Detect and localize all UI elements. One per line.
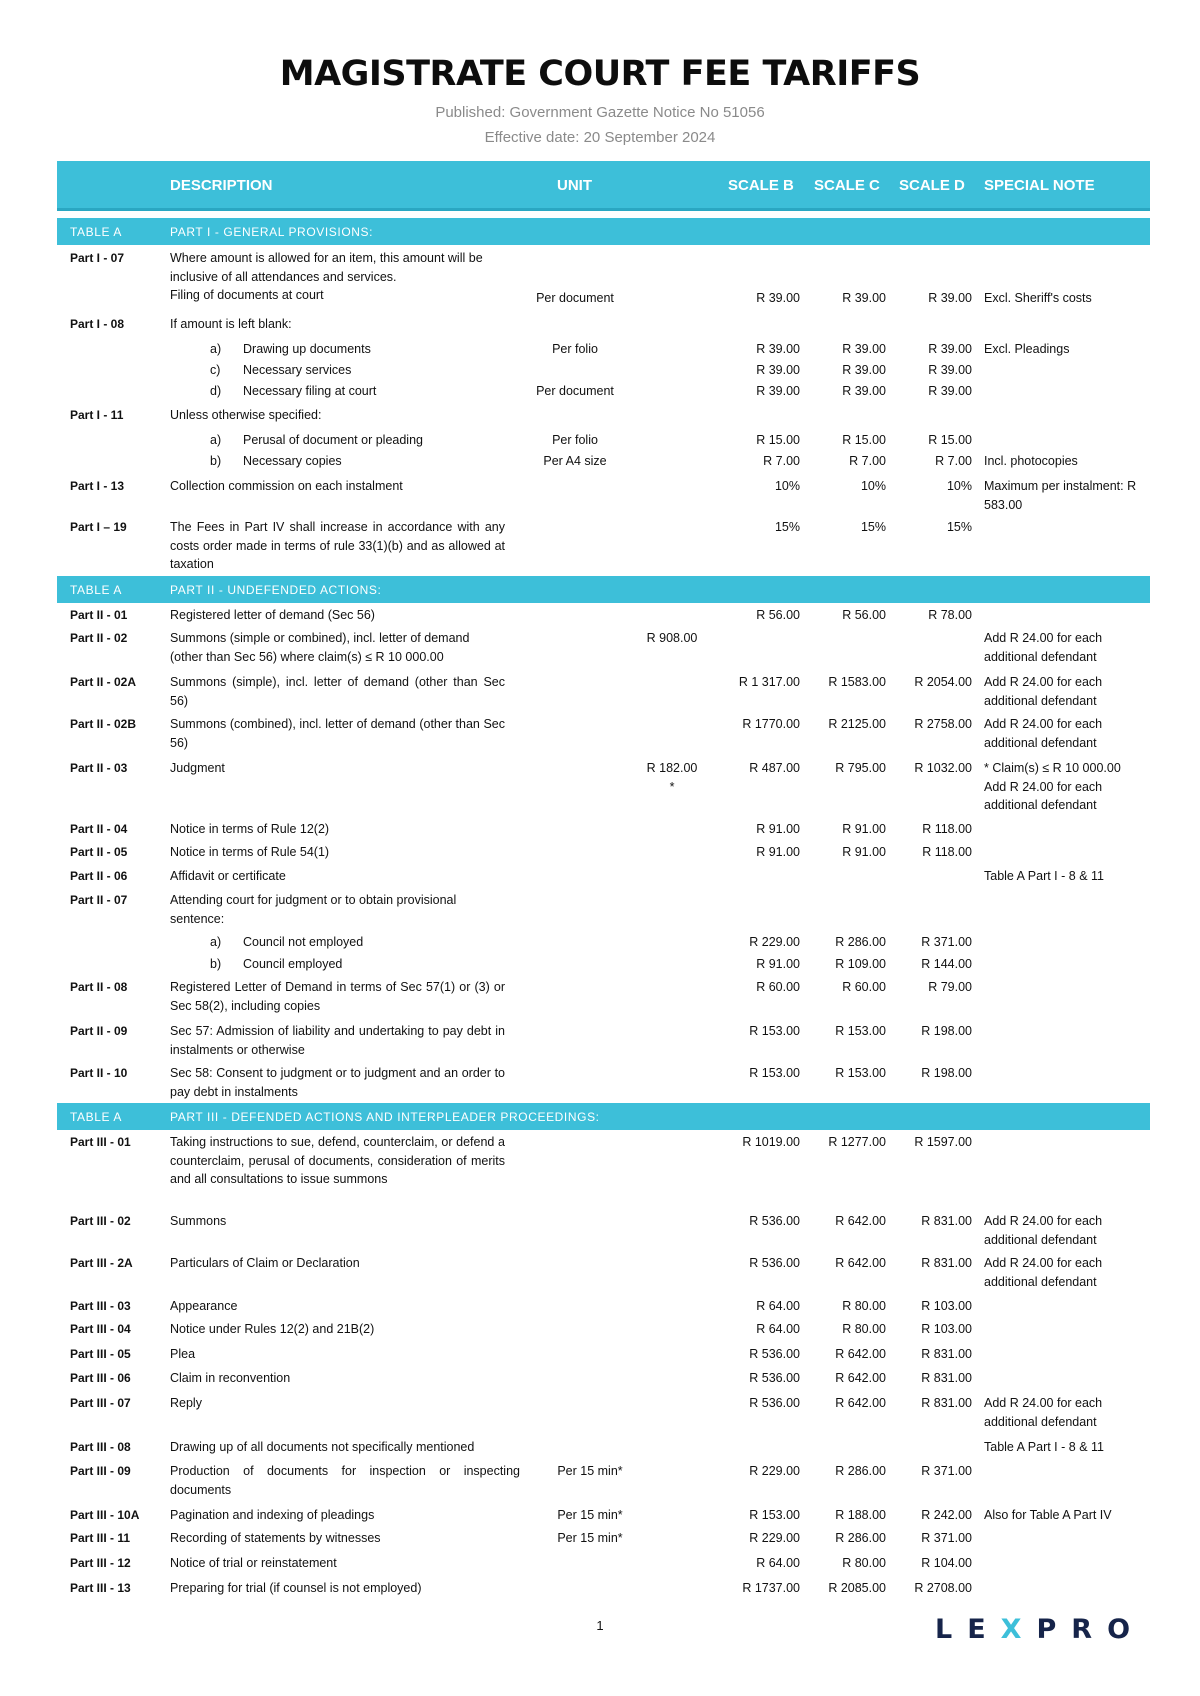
row-amount-value: R 182.00 bbox=[646, 761, 698, 775]
row-scale-c: 15% bbox=[860, 520, 886, 534]
row-scale-d: R 104.00 bbox=[921, 1556, 972, 1570]
row-scale-b: R 229.00 bbox=[749, 935, 800, 949]
row-description-text: Where amount is allowed for an item, this amount will be inclusive of all attendances and services. bbox=[170, 251, 483, 284]
row-code: Part II - 02A bbox=[70, 675, 137, 689]
row-unit: Per folio bbox=[552, 433, 598, 447]
row-scale-b: R 1737.00 bbox=[742, 1581, 800, 1595]
row-code: Part III - 10A bbox=[70, 1508, 140, 1522]
row-letter: c) bbox=[210, 363, 221, 377]
row-scale-b: R 536.00 bbox=[749, 1347, 800, 1361]
row-code: Part III - 05 bbox=[70, 1347, 131, 1361]
row-letter: a) bbox=[210, 935, 222, 949]
row-scale-b: R 1019.00 bbox=[742, 1135, 800, 1149]
row-scale-d: R 39.00 bbox=[928, 384, 972, 398]
row-letter: d) bbox=[210, 384, 222, 398]
row-description: Unless otherwise specified: bbox=[170, 408, 322, 422]
row-description bbox=[210, 340, 500, 359]
header-unit: UNIT bbox=[557, 177, 592, 194]
row-scale-c: R 39.00 bbox=[842, 342, 886, 356]
row-scale-b: R 64.00 bbox=[756, 1556, 800, 1570]
row-unit: Per document bbox=[536, 384, 614, 398]
row-scale-b: R 1 317.00 bbox=[738, 675, 800, 689]
row-scale-d: R 1597.00 bbox=[914, 1135, 972, 1149]
row-scale-d: R 79.00 bbox=[928, 980, 972, 994]
row-description-text: Perusal of document or pleading bbox=[243, 433, 423, 447]
row-description: Registered letter of demand (Sec 56) bbox=[170, 608, 375, 622]
row-scale-b: 10% bbox=[774, 479, 800, 493]
row-code: Part III - 07 bbox=[70, 1396, 131, 1410]
row-scale-c: R 15.00 bbox=[842, 433, 886, 447]
row-scale-c: R 642.00 bbox=[835, 1371, 886, 1385]
row-code: Part III - 01 bbox=[70, 1135, 131, 1149]
row-code: Part I - 07 bbox=[70, 251, 125, 265]
row-description: Summons (combined), incl. letter of demand (other than Sec 56) bbox=[170, 717, 505, 750]
row-note: Incl. photocopies bbox=[984, 454, 1078, 468]
document-title: MAGISTRATE COURT FEE TARIFFS bbox=[279, 54, 921, 94]
row-scale-c: R 39.00 bbox=[842, 291, 886, 305]
row-code: Part III - 06 bbox=[70, 1371, 131, 1385]
row-description: Sec 58: Consent to judgment or to judgment and an order to pay debt in instalments bbox=[170, 1066, 505, 1099]
row-unit: Per 15 min* bbox=[557, 1508, 623, 1522]
row-description: Recording of statements by witnesses bbox=[170, 1531, 381, 1545]
row-scale-d: R 831.00 bbox=[921, 1347, 972, 1361]
row-description: Registered Letter of Demand in terms of Sec 57(1) or (3) or Sec 58(2), including copies bbox=[170, 980, 505, 1013]
row-scale-b: R 153.00 bbox=[749, 1066, 800, 1080]
row-scale-b: R 39.00 bbox=[756, 342, 800, 356]
row-scale-d: R 118.00 bbox=[922, 845, 972, 859]
row-scale-c: R 642.00 bbox=[835, 1256, 886, 1270]
row-scale-c: R 7.00 bbox=[849, 454, 886, 468]
row-note: Add R 24.00 for each additional defendant bbox=[984, 717, 1103, 750]
row-description: Preparing for trial (if counsel is not employed) bbox=[170, 1581, 422, 1595]
row-scale-c: R 286.00 bbox=[835, 1531, 886, 1545]
effective-date: Effective date: 20 September 2024 bbox=[484, 129, 716, 146]
row-description: Summons (simple), incl. letter of demand (other than Sec 56) bbox=[170, 675, 505, 708]
row-description: Summons (simple or combined), incl. letter of demand (other than Sec 56) where claim(s) ≤ R 10 000.00 bbox=[170, 631, 470, 664]
row-note: Maximum per instalment: R 583.00 bbox=[984, 479, 1137, 512]
row-scale-d: 15% bbox=[946, 520, 972, 534]
header-special-note: SPECIAL NOTE bbox=[984, 177, 1095, 194]
row-scale-b: R 1770.00 bbox=[742, 717, 800, 731]
logo-text-end: PRO bbox=[1036, 1614, 1146, 1645]
row-description-text: Necessary copies bbox=[243, 454, 342, 468]
logo-text-start: LE bbox=[935, 1614, 1001, 1645]
row-scale-b: R 64.00 bbox=[756, 1299, 800, 1313]
row-description: Reply bbox=[170, 1396, 202, 1410]
row-scale-b: R 536.00 bbox=[749, 1256, 800, 1270]
row-description-text: Council employed bbox=[243, 957, 343, 971]
row-unit: Per 15 min* bbox=[557, 1464, 623, 1478]
row-description bbox=[170, 249, 505, 305]
row-scale-c: R 1277.00 bbox=[828, 1135, 886, 1149]
row-scale-d: R 2758.00 bbox=[914, 717, 972, 731]
row-scale-d: R 39.00 bbox=[928, 291, 972, 305]
row-scale-b: R 536.00 bbox=[749, 1371, 800, 1385]
row-code: Part III - 03 bbox=[70, 1299, 131, 1313]
row-scale-d: 10% bbox=[946, 479, 972, 493]
row-scale-d: R 831.00 bbox=[921, 1396, 972, 1410]
row-description: Particulars of Claim or Declaration bbox=[170, 1256, 360, 1270]
row-code: Part II - 03 bbox=[70, 761, 128, 775]
row-note: Add R 24.00 for each additional defendant bbox=[984, 1396, 1103, 1429]
row-description: Summons bbox=[170, 1214, 227, 1228]
row-description bbox=[210, 431, 500, 450]
row-unit: Per document bbox=[536, 291, 614, 305]
row-code: Part I – 19 bbox=[70, 520, 127, 534]
section-table-label: TABLE A bbox=[70, 583, 123, 597]
row-description bbox=[210, 933, 500, 952]
row-description bbox=[210, 955, 500, 974]
row-scale-d: R 39.00 bbox=[928, 342, 972, 356]
row-scale-b: R 7.00 bbox=[763, 454, 800, 468]
row-scale-c: R 60.00 bbox=[842, 980, 886, 994]
row-scale-c: R 795.00 bbox=[835, 761, 886, 775]
row-scale-c: R 80.00 bbox=[842, 1556, 886, 1570]
row-note: Add R 24.00 for each additional defendant bbox=[984, 1256, 1103, 1289]
section-bar-part-2 bbox=[57, 576, 1150, 603]
row-unit: Per A4 size bbox=[543, 454, 607, 468]
row-scale-b: R 64.00 bbox=[756, 1322, 800, 1336]
row-description-text: Drawing up documents bbox=[243, 342, 371, 356]
row-scale-b: R 39.00 bbox=[756, 363, 800, 377]
row-letter: a) bbox=[210, 342, 222, 356]
row-scale-c: R 91.00 bbox=[842, 822, 886, 836]
row-scale-d: R 1032.00 bbox=[914, 761, 972, 775]
row-scale-d: R 103.00 bbox=[921, 1299, 972, 1313]
section-table-label: TABLE A bbox=[70, 225, 123, 239]
row-description-text: Necessary filing at court bbox=[243, 384, 377, 398]
section-bar-part-1 bbox=[57, 218, 1150, 245]
row-note: Add R 24.00 for each additional defendant bbox=[984, 1214, 1103, 1247]
row-scale-d: R 371.00 bbox=[921, 1464, 972, 1478]
row-code: Part II - 02 bbox=[70, 631, 128, 645]
row-scale-d: R 103.00 bbox=[921, 1322, 972, 1336]
row-code: Part III - 11 bbox=[70, 1531, 131, 1545]
row-code: Part III - 08 bbox=[70, 1440, 131, 1454]
row-scale-d: R 831.00 bbox=[921, 1371, 972, 1385]
row-scale-d: R 39.00 bbox=[928, 363, 972, 377]
row-scale-b: R 91.00 bbox=[756, 822, 800, 836]
page-number: 1 bbox=[596, 1618, 604, 1633]
row-description: Claim in reconvention bbox=[170, 1371, 291, 1385]
row-code: Part II - 02B bbox=[70, 717, 137, 731]
row-description: Taking instructions to sue, defend, counterclaim, or defend a counterclaim, perusal of documents, consideration of merits and all consultations to issue summons bbox=[170, 1135, 505, 1186]
row-scale-b: R 153.00 bbox=[749, 1024, 800, 1038]
section-bar-part-3 bbox=[57, 1103, 1150, 1130]
row-code: Part III - 04 bbox=[70, 1322, 131, 1336]
row-note: Table A Part I - 8 & 11 bbox=[984, 1440, 1104, 1454]
row-description: Pagination and indexing of pleadings bbox=[170, 1508, 375, 1522]
row-unit: Per 15 min* bbox=[557, 1531, 623, 1545]
row-note: Excl. Sheriff's costs bbox=[984, 291, 1092, 305]
row-description: Affidavit or certificate bbox=[170, 869, 286, 883]
row-description-text: Council not employed bbox=[243, 935, 364, 949]
row-description: Plea bbox=[170, 1347, 196, 1361]
row-description: Appearance bbox=[170, 1299, 238, 1313]
row-scale-c: 10% bbox=[860, 479, 886, 493]
row-scale-b: R 39.00 bbox=[756, 384, 800, 398]
row-description: If amount is left blank: bbox=[170, 317, 292, 331]
row-description-text: Necessary services bbox=[243, 363, 352, 377]
row-scale-c: R 642.00 bbox=[835, 1396, 886, 1410]
row-scale-c: R 2125.00 bbox=[828, 717, 886, 731]
lexpro-logo bbox=[935, 1614, 1145, 1645]
row-note: Add R 24.00 for each additional defendant bbox=[984, 675, 1103, 708]
row-amount-asterisk: * bbox=[669, 779, 675, 794]
section-title: PART II - UNDEFENDED ACTIONS: bbox=[170, 583, 382, 597]
header-scale-c: SCALE C bbox=[814, 177, 880, 194]
row-scale-b: R 39.00 bbox=[756, 291, 800, 305]
row-code: Part III - 09 bbox=[70, 1464, 131, 1478]
row-description: Sec 57: Admission of liability and undertaking to pay debt in instalments or otherwise bbox=[170, 1024, 505, 1057]
row-note-extra: Add R 24.00 for each additional defendant bbox=[984, 779, 1103, 812]
row-letter: b) bbox=[210, 454, 222, 468]
row-description: Collection commission on each instalment bbox=[170, 479, 403, 493]
row-scale-c: R 80.00 bbox=[842, 1322, 886, 1336]
row-note: Table A Part I - 8 & 11 bbox=[984, 869, 1104, 883]
row-amount: R 908.00 bbox=[646, 631, 698, 645]
header-description: DESCRIPTION bbox=[170, 177, 273, 194]
row-description-extra: Filing of documents at court bbox=[170, 288, 324, 302]
row-scale-c: R 56.00 bbox=[842, 608, 886, 622]
row-scale-c: R 1583.00 bbox=[828, 675, 886, 689]
row-note: Excl. Pleadings bbox=[984, 342, 1070, 356]
row-scale-b: R 153.00 bbox=[749, 1508, 800, 1522]
row-scale-b: R 487.00 bbox=[749, 761, 800, 775]
row-scale-c: R 286.00 bbox=[835, 935, 886, 949]
row-scale-b: R 56.00 bbox=[756, 608, 800, 622]
row-code: Part II - 04 bbox=[70, 822, 128, 836]
row-scale-d: R 78.00 bbox=[928, 608, 972, 622]
row-scale-c: R 153.00 bbox=[835, 1024, 886, 1038]
row-letter: a) bbox=[210, 433, 222, 447]
row-note: Add R 24.00 for each additional defendant bbox=[984, 631, 1103, 664]
row-description: Notice in terms of Rule 12(2) bbox=[170, 822, 330, 836]
row-code: Part I - 11 bbox=[70, 408, 124, 422]
row-description: Drawing up of all documents not specifically mentioned bbox=[170, 1440, 475, 1454]
row-code: Part III - 02 bbox=[70, 1214, 131, 1228]
row-scale-c: R 286.00 bbox=[835, 1464, 886, 1478]
row-scale-c: R 642.00 bbox=[835, 1214, 886, 1228]
header-scale-b: SCALE B bbox=[728, 177, 794, 194]
row-description bbox=[210, 382, 500, 401]
row-description: Notice in terms of Rule 54(1) bbox=[170, 845, 330, 859]
row-scale-b: R 536.00 bbox=[749, 1396, 800, 1410]
row-scale-c: R 2085.00 bbox=[828, 1581, 886, 1595]
row-note: Also for Table A Part IV bbox=[984, 1508, 1112, 1522]
row-scale-b: R 536.00 bbox=[749, 1214, 800, 1228]
table-header bbox=[57, 161, 1150, 211]
row-scale-c: R 153.00 bbox=[835, 1066, 886, 1080]
logo-x-mark: X bbox=[1000, 1614, 1037, 1645]
section-table-label: TABLE A bbox=[70, 1110, 123, 1124]
row-scale-d: R 198.00 bbox=[921, 1024, 972, 1038]
row-note bbox=[984, 759, 1144, 815]
row-description: Notice of trial or reinstatement bbox=[170, 1556, 337, 1570]
row-scale-d: R 2054.00 bbox=[914, 675, 972, 689]
row-code: Part II - 08 bbox=[70, 980, 128, 994]
row-description: Attending court for judgment or to obtain provisional sentence: bbox=[170, 893, 457, 926]
row-scale-b: R 229.00 bbox=[749, 1531, 800, 1545]
row-scale-c: R 642.00 bbox=[835, 1347, 886, 1361]
row-code: Part III - 13 bbox=[70, 1581, 131, 1595]
published-notice: Published: Government Gazette Notice No 51056 bbox=[435, 104, 765, 121]
row-scale-d: R 242.00 bbox=[921, 1508, 972, 1522]
row-scale-c: R 80.00 bbox=[842, 1299, 886, 1313]
row-code: Part I - 08 bbox=[70, 317, 125, 331]
row-note-text: * Claim(s) ≤ R 10 000.00 bbox=[984, 761, 1121, 775]
row-description: Judgment bbox=[170, 761, 225, 775]
row-amount bbox=[636, 759, 708, 796]
row-code: Part II - 10 bbox=[70, 1066, 128, 1080]
row-scale-d: R 371.00 bbox=[921, 935, 972, 949]
row-description: Production of documents for inspection or inspecting documents bbox=[170, 1464, 520, 1497]
row-description: Notice under Rules 12(2) and 21B(2) bbox=[170, 1322, 375, 1336]
row-description: The Fees in Part IV shall increase in accordance with any costs order made in terms of rule 33(1)(b) and as allowed at taxation bbox=[170, 520, 505, 571]
row-scale-d: R 198.00 bbox=[921, 1066, 972, 1080]
row-description bbox=[210, 452, 500, 471]
section-title: PART III - DEFENDED ACTIONS AND INTERPLEADER PROCEEDINGS: bbox=[170, 1110, 600, 1124]
row-code: Part II - 05 bbox=[70, 845, 128, 859]
row-letter: b) bbox=[210, 957, 222, 971]
row-description bbox=[210, 361, 500, 380]
row-scale-b: R 91.00 bbox=[756, 957, 800, 971]
row-scale-c: R 91.00 bbox=[842, 845, 886, 859]
section-title: PART I - GENERAL PROVISIONS: bbox=[170, 225, 374, 239]
row-scale-c: R 39.00 bbox=[842, 384, 886, 398]
row-scale-d: R 7.00 bbox=[935, 454, 972, 468]
row-scale-b: R 15.00 bbox=[756, 433, 800, 447]
row-code: Part I - 13 bbox=[70, 479, 125, 493]
row-code: Part II - 09 bbox=[70, 1024, 128, 1038]
row-code: Part II - 07 bbox=[70, 893, 128, 907]
row-scale-d: R 15.00 bbox=[928, 433, 972, 447]
row-scale-d: R 831.00 bbox=[921, 1214, 972, 1228]
header-scale-d: SCALE D bbox=[899, 177, 965, 194]
row-code: Part II - 06 bbox=[70, 869, 128, 883]
row-scale-d: R 831.00 bbox=[921, 1256, 972, 1270]
row-scale-d: R 118.00 bbox=[922, 822, 972, 836]
row-code: Part III - 2A bbox=[70, 1256, 133, 1270]
row-scale-b: R 91.00 bbox=[756, 845, 800, 859]
row-scale-b: R 229.00 bbox=[749, 1464, 800, 1478]
row-scale-c: R 109.00 bbox=[835, 957, 886, 971]
row-scale-c: R 188.00 bbox=[835, 1508, 886, 1522]
row-code: Part II - 01 bbox=[70, 608, 128, 622]
row-scale-d: R 371.00 bbox=[921, 1531, 972, 1545]
row-scale-c: R 39.00 bbox=[842, 363, 886, 377]
row-scale-b: 15% bbox=[774, 520, 800, 534]
row-scale-b: R 60.00 bbox=[756, 980, 800, 994]
row-scale-d: R 144.00 bbox=[921, 957, 972, 971]
row-unit: Per folio bbox=[552, 342, 598, 356]
row-scale-d: R 2708.00 bbox=[914, 1581, 972, 1595]
row-code: Part III - 12 bbox=[70, 1556, 131, 1570]
